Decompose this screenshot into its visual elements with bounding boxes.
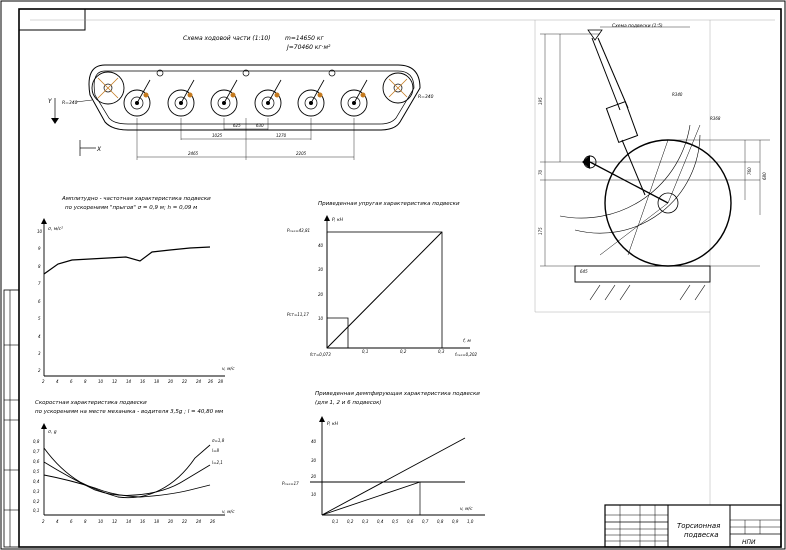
svg-text:18: 18 bbox=[154, 519, 160, 524]
elastic-pst: Pст=11,17 bbox=[287, 312, 309, 317]
svg-text:6: 6 bbox=[38, 299, 41, 304]
svg-text:0,7: 0,7 bbox=[422, 519, 429, 524]
dim-label: 2465 bbox=[188, 151, 199, 156]
svg-text:16: 16 bbox=[140, 379, 146, 384]
damp-x-ticks bbox=[332, 519, 474, 524]
svg-text:30: 30 bbox=[318, 267, 324, 272]
afc-title-2: по ускорениям "прыгов" σ = 0,9 м; h = 0,09 м bbox=[65, 205, 198, 211]
svg-text:0,5: 0,5 bbox=[392, 519, 399, 524]
afc-y-ticks bbox=[37, 229, 43, 373]
svg-text:0,3: 0,3 bbox=[362, 519, 369, 524]
svg-text:28: 28 bbox=[218, 379, 224, 384]
detail-label: 70 bbox=[538, 169, 543, 175]
svg-text:20: 20 bbox=[318, 292, 324, 297]
svg-text:4: 4 bbox=[56, 519, 59, 524]
elastic-title: Приведенная упругая характеристика подвески bbox=[318, 201, 460, 207]
elastic-fst: fст=0,073 bbox=[310, 352, 331, 357]
chassis-inertia: J=70460 кг·м² bbox=[287, 44, 331, 51]
svg-text:0,7: 0,7 bbox=[33, 449, 40, 454]
svg-text:8: 8 bbox=[84, 519, 87, 524]
detail-title: Схема подвески (1:5) bbox=[612, 24, 663, 29]
top-corner-stamp bbox=[19, 9, 85, 30]
rear-radius-label: R=340 bbox=[62, 101, 78, 106]
detail-label: R340 bbox=[672, 92, 683, 97]
speed-chart bbox=[33, 400, 235, 524]
svg-text:3: 3 bbox=[38, 351, 41, 356]
speed-ylabel: σ, g bbox=[48, 430, 57, 435]
svg-text:40: 40 bbox=[318, 243, 324, 248]
left-margin-stamp bbox=[4, 290, 19, 547]
svg-text:0,4: 0,4 bbox=[33, 479, 40, 484]
speed-legend: σ=1,8 bbox=[212, 438, 225, 443]
road-wheel bbox=[124, 80, 150, 116]
svg-text:0,8: 0,8 bbox=[437, 519, 444, 524]
elastic-xlabel: f, м bbox=[463, 339, 471, 344]
speed-xlabel: v, м/с bbox=[222, 510, 235, 515]
svg-text:X: X bbox=[97, 146, 102, 153]
damp-ylabel: P, кН bbox=[327, 422, 339, 427]
svg-text:16: 16 bbox=[140, 519, 146, 524]
svg-text:6: 6 bbox=[70, 519, 73, 524]
elastic-fmax: fₘₐₓ=0,202 bbox=[455, 352, 478, 357]
dim-label: 1270 bbox=[276, 133, 287, 138]
chassis-mass: m=14650 кг bbox=[285, 35, 324, 42]
detail-label: R368 bbox=[710, 116, 721, 121]
afc-xlabel: v, м/с bbox=[222, 367, 235, 372]
svg-text:14: 14 bbox=[126, 379, 132, 384]
svg-text:20: 20 bbox=[168, 379, 174, 384]
dim-label: 630 bbox=[256, 123, 264, 128]
detail-label: 195 bbox=[538, 97, 543, 105]
speed-legend: l=8 bbox=[212, 448, 220, 453]
svg-text:Y: Y bbox=[48, 98, 52, 105]
svg-text:18: 18 bbox=[154, 379, 160, 384]
afc-x-ticks bbox=[42, 379, 224, 384]
speed-legend: l=2,1 bbox=[212, 460, 223, 465]
svg-text:4: 4 bbox=[38, 334, 41, 339]
speed-y-ticks bbox=[33, 439, 40, 513]
svg-text:8: 8 bbox=[38, 264, 41, 269]
title-block bbox=[605, 505, 781, 547]
svg-text:26: 26 bbox=[208, 379, 214, 384]
afc-chart bbox=[37, 196, 235, 384]
chassis-title: Схема ходовой части (1:10) bbox=[183, 35, 271, 42]
afc-curve bbox=[44, 247, 210, 274]
svg-text:0,4: 0,4 bbox=[377, 519, 384, 524]
svg-text:22: 22 bbox=[182, 519, 188, 524]
road-wheel bbox=[211, 80, 237, 116]
damp-xlabel: v, м/с bbox=[460, 507, 473, 512]
svg-text:0,8: 0,8 bbox=[33, 439, 40, 444]
elastic-curve bbox=[327, 232, 442, 348]
road-wheel bbox=[255, 80, 281, 116]
elastic-pmax: Pₘₐₓ=43,81 bbox=[287, 228, 311, 233]
svg-text:6: 6 bbox=[70, 379, 73, 384]
svg-text:1,0: 1,0 bbox=[467, 519, 474, 524]
dim-label: 1025 bbox=[212, 133, 223, 138]
svg-text:24: 24 bbox=[196, 519, 202, 524]
speed-x-ticks bbox=[42, 519, 216, 524]
elastic-ylabel: P, кН bbox=[332, 218, 344, 223]
svg-text:2: 2 bbox=[42, 379, 45, 384]
speed-curve-2 bbox=[44, 462, 210, 495]
svg-text:24: 24 bbox=[196, 379, 202, 384]
svg-text:8: 8 bbox=[84, 379, 87, 384]
detail-label: 680 bbox=[762, 172, 767, 180]
svg-text:12: 12 bbox=[112, 519, 118, 524]
svg-text:0,6: 0,6 bbox=[407, 519, 414, 524]
svg-text:0,9: 0,9 bbox=[452, 519, 459, 524]
svg-text:0,1: 0,1 bbox=[362, 349, 369, 354]
damp-title-2: (для 1, 2 и 6 подвесок) bbox=[315, 400, 382, 406]
svg-text:0,1: 0,1 bbox=[33, 508, 40, 513]
svg-text:10: 10 bbox=[318, 316, 324, 321]
speed-curve-1 bbox=[44, 445, 210, 498]
elastic-chart bbox=[287, 201, 478, 357]
chassis-scheme bbox=[48, 35, 434, 160]
svg-text:0,2: 0,2 bbox=[347, 519, 354, 524]
svg-text:20: 20 bbox=[311, 474, 317, 479]
front-radius-label: R=340 bbox=[418, 95, 434, 100]
svg-text:0,3: 0,3 bbox=[438, 349, 445, 354]
svg-text:12: 12 bbox=[112, 379, 118, 384]
organization: НПИ bbox=[742, 539, 756, 546]
svg-text:2: 2 bbox=[38, 368, 41, 373]
svg-text:0,5: 0,5 bbox=[33, 469, 40, 474]
speed-title-1: Скоростная характеристика подвески bbox=[35, 400, 147, 406]
speed-title-2: по ускорениям на месте механика - водителя 3,5g ; l = 40,80 мм bbox=[35, 409, 224, 415]
suspension-detail bbox=[538, 23, 770, 300]
damp-line-2 bbox=[322, 482, 420, 515]
svg-text:2: 2 bbox=[42, 519, 45, 524]
svg-text:10: 10 bbox=[98, 379, 104, 384]
ground-surface bbox=[575, 266, 710, 282]
svg-text:20: 20 bbox=[168, 519, 174, 524]
svg-text:10: 10 bbox=[98, 519, 104, 524]
svg-text:9: 9 bbox=[38, 246, 41, 251]
drawing-name-2: подвеска bbox=[684, 531, 719, 539]
drawing-name-1: Торсионная bbox=[677, 522, 721, 530]
suspension-arm bbox=[590, 162, 668, 203]
svg-text:4: 4 bbox=[56, 379, 59, 384]
damp-line-1 bbox=[322, 438, 465, 515]
svg-text:30: 30 bbox=[311, 458, 317, 463]
svg-text:22: 22 bbox=[182, 379, 188, 384]
road-wheel bbox=[341, 80, 367, 116]
detail-label: 175 bbox=[538, 227, 543, 235]
dim-label: 2205 bbox=[296, 151, 307, 156]
afc-title-1: Амплитудно - частотная характеристика подвески bbox=[62, 196, 211, 202]
damp-pmax: Pₘₐₓ=17 bbox=[282, 481, 299, 486]
svg-text:7: 7 bbox=[38, 281, 41, 286]
svg-text:10: 10 bbox=[37, 229, 43, 234]
svg-text:0,2: 0,2 bbox=[33, 499, 40, 504]
damp-title-1: Приведенная демпфирующая характеристика подвески bbox=[315, 391, 480, 397]
detail-label: 645 bbox=[580, 269, 588, 274]
speed-curve-3 bbox=[44, 475, 210, 497]
svg-text:40: 40 bbox=[311, 439, 317, 444]
svg-text:0,1: 0,1 bbox=[332, 519, 339, 524]
dim-label: 625 bbox=[233, 123, 241, 128]
svg-text:0,2: 0,2 bbox=[400, 349, 407, 354]
shock-absorber bbox=[606, 102, 637, 143]
svg-text:10: 10 bbox=[311, 492, 317, 497]
svg-text:0,3: 0,3 bbox=[33, 489, 40, 494]
svg-text:5: 5 bbox=[38, 316, 41, 321]
road-wheel bbox=[298, 80, 324, 116]
afc-ylabel: σ, м/с² bbox=[48, 227, 63, 232]
detail-label: 760 bbox=[747, 167, 752, 175]
svg-text:14: 14 bbox=[126, 519, 132, 524]
road-wheel bbox=[168, 80, 194, 116]
svg-text:26: 26 bbox=[210, 519, 216, 524]
damping-chart bbox=[282, 391, 485, 524]
svg-text:0,6: 0,6 bbox=[33, 459, 40, 464]
